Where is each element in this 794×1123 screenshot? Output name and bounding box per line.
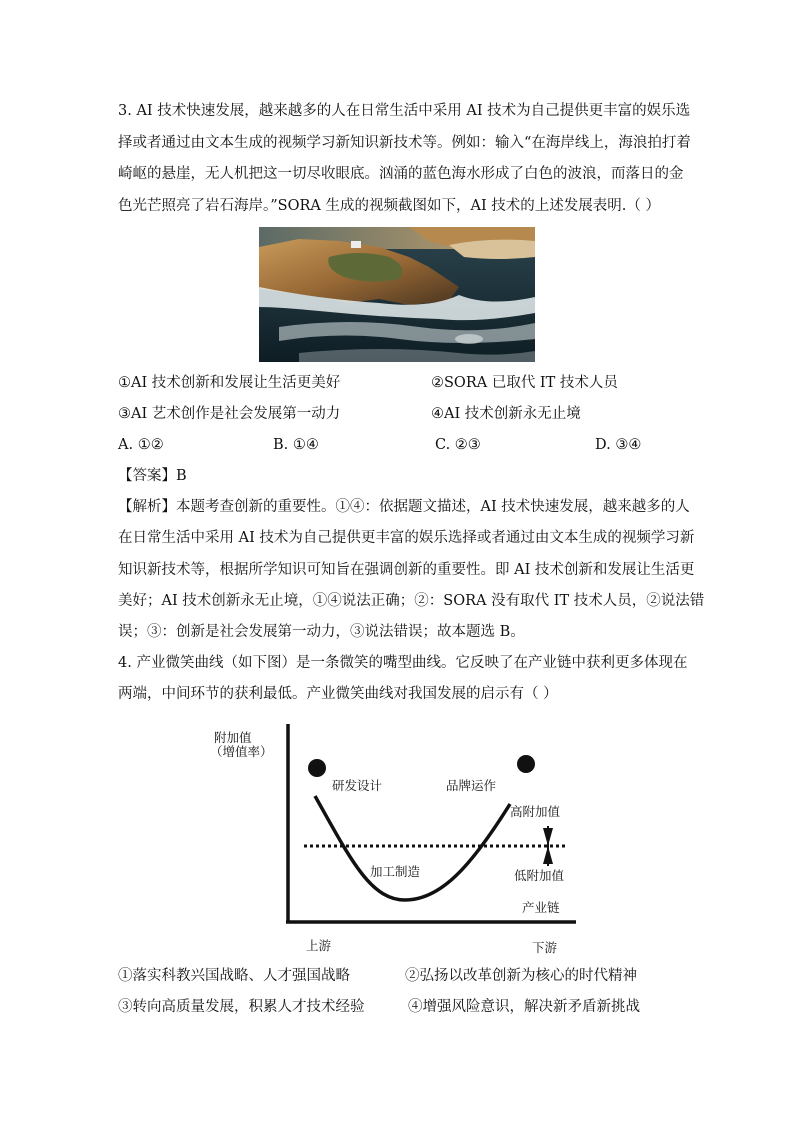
- q3-statement-3: ③AI 艺术创作是社会发展第一动力: [118, 406, 341, 422]
- label-industry-chain: 产业链: [522, 900, 560, 915]
- q3-analysis-4: 美好；AI 技术创新永无止境，①④说法正确；②：SORA 没有取代 IT 技术人员，②说法错: [118, 593, 705, 609]
- q4-statement-2: ②弘扬以改革创新为核心的时代精神: [405, 968, 637, 984]
- q3-choice-d: D. ③④: [595, 437, 642, 453]
- q3-analysis-3: 知识新技术等，根据所学知识可知旨在强调创新的重要性。即 AI 技术创新和发展让生活更: [118, 562, 695, 578]
- q3-line-2: 择或者通过由文本生成的视频学习新知识新技术等。例如：输入“在海岸线上，海浪拍打着: [118, 135, 691, 151]
- q3-statement-1: ①AI 技术创新和发展让生活更美好: [118, 375, 341, 391]
- q3-statement-4: ④AI 技术创新永无止境: [431, 406, 581, 422]
- q3-choice-b: B. ①④: [273, 437, 319, 453]
- label-brand: 品牌运作: [446, 778, 497, 793]
- label-high-value: 高附加值: [510, 804, 561, 819]
- y-label-2: （增值率）: [210, 744, 273, 759]
- q4-statement-3: ③转向高质量发展，积累人才技术经验: [118, 999, 365, 1015]
- q3-analysis-2: 在日常生活中采用 AI 技术为自己提供更丰富的娱乐选择或者通过由文本生成的视频学习新: [118, 530, 695, 546]
- label-manufacturing: 加工制造: [370, 864, 421, 879]
- label-research: 研发设计: [332, 778, 383, 793]
- q3-choice-a: A. ①②: [118, 437, 164, 453]
- q3-line-3: 崎岖的悬崖，无人机把这一切尽收眼底。汹涌的蓝色海水形成了白色的波浪，而落日的金: [118, 166, 684, 182]
- label-low-value: 低附加值: [514, 868, 565, 883]
- q4-statement-1: ①落实科教兴国战略、人才强国战略: [118, 968, 350, 984]
- q3-statement-2: ②SORA 已取代 IT 技术人员: [431, 375, 618, 391]
- q3-line-4: 色光芒照亮了岩石海岸。”SORA 生成的视频截图如下，AI 技术的上述发展表明.（ ）: [118, 198, 661, 214]
- q3-line-1: 3. AI 技术快速发展，越来越多的人在日常生活中采用 AI 技术为自己提供更丰富的娱乐选: [118, 103, 691, 119]
- label-downstream: 下游: [532, 940, 558, 955]
- q3-answer: 【答案】B: [118, 468, 187, 484]
- q4-line-1: 4. 产业微笑曲线（如下图）是一条微笑的嘴型曲线。它反映了在产业链中获利更多体现在: [118, 655, 688, 671]
- y-label-1: 附加值: [214, 730, 252, 745]
- right-dot: [517, 755, 535, 773]
- q4-statement-4: ④增强风险意识，解决新矛盾新挑战: [408, 999, 640, 1015]
- q3-choice-c: C. ②③: [435, 437, 481, 453]
- coastline-photo: [259, 227, 535, 362]
- label-upstream: 上游: [306, 938, 332, 953]
- smile-curve-diagram: [200, 718, 600, 958]
- q4-line-2: 两端，中间环节的获利最低。产业微笑曲线对我国发展的启示有（ ）: [118, 686, 558, 702]
- q3-analysis-5: 误；③：创新是社会发展第一动力，③说法错误；故本题选 B。: [118, 624, 525, 640]
- left-dot: [308, 759, 326, 777]
- q3-analysis-1: 【解析】本题考查创新的重要性。①④：依据题文描述，AI 技术快速发展，越来越多的人: [118, 499, 690, 515]
- smile-curve: [315, 796, 510, 900]
